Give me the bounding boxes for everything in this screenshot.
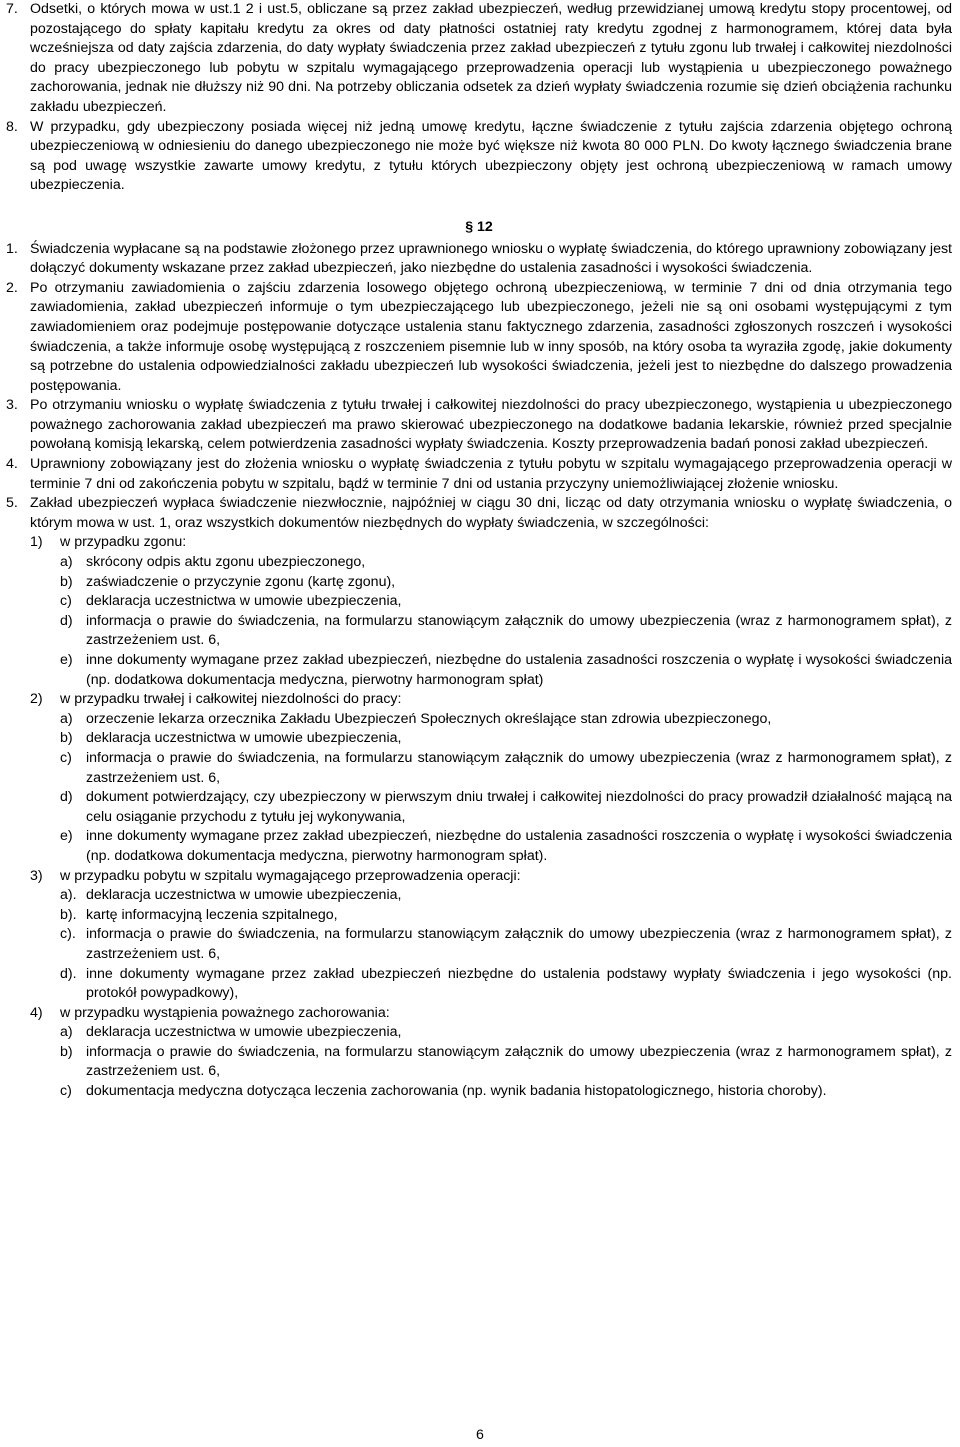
list-item-text: deklaracja uczestnictwa w umowie ubezpieczenia, (86, 887, 402, 904)
list-item-text: inne dokumenty wymagane przez zakład ubezpieczeń, niezbędne do ustalenia zasadności roszczenia o wypłatę i wysokości świadczenia (np. dodatkowa dokumentacja medyczna, pierwotny harmonogram spłat) (86, 652, 952, 688)
list-item (60, 592, 952, 612)
list-letter: a). (60, 887, 77, 904)
list-number: 4) (30, 1004, 43, 1021)
paragraph-text: Odsetki, o których mowa w ust.1 2 i ust.5, obliczane są przez zakład ubezpieczeń, według przewidzianej umową kredytu stopy procentowej, od pozostającego do spłaty kapitału kredytu za okres od daty płatności ostatniej raty kredytu zgodnej z harmonogramem, której data była wcześniejsza od daty zajścia zdarzenia, do daty wypłaty świadczenia przez zakład ubezpieczeń z tytułu zgonu lub trwałej i całkowitej niezdolności do pracy ubezpieczonego lub pobytu w szpitalu wymagającego przeprowadzenia operacji lub wystąpienia u ubezpieczonego poważnego zachorowania, jednak nie dłuższy niż 90 dni. Na potrzeby obliczania odsetek za dzień wypłaty świadczenia rozumie się dzień obciążenia rachunku zakładu ubezpieczeń. (30, 1, 952, 115)
paragraph-number: 5. (6, 495, 18, 512)
list-item (60, 553, 952, 573)
list-item-text: deklaracja uczestnictwa w umowie ubezpieczenia, (86, 593, 402, 610)
list-item (60, 906, 952, 926)
list-letter: d) (60, 789, 73, 806)
list-item (60, 1023, 952, 1043)
list-item (60, 729, 952, 749)
list-letter: c) (60, 1083, 72, 1100)
list-letter: b) (60, 1043, 73, 1060)
paragraph-number: 1. (6, 240, 18, 257)
paragraph-number: 7. (6, 1, 18, 17)
list-item (60, 710, 952, 730)
section-12-paragraph-5 (6, 494, 952, 533)
list-item (60, 612, 952, 651)
list-item-text: dokumentacja medyczna dotycząca leczenia zachorowania (np. wynik badania histopatologicznego, historia choroby). (86, 1083, 827, 1100)
list-group-title: w przypadku zgonu: (60, 534, 187, 551)
paragraph-text: W przypadku, gdy ubezpieczony posiada więcej niż jedną umowę kredytu, łączne świadczenie z tytułu zajścia zdarzenia objętego ochroną ubezpieczeniową w odniesieniu do danego ubezpieczonego nie może być większe niż kwota 80 000 PLN. Do kwoty łącznego świadczenia brane są pod uwagę wszystkie zawarte umowy kredytu, z tytułu których ubezpieczony objęty jest ochroną ubezpieczeniową w ramach umowy ubezpieczenia. (30, 118, 952, 194)
list-number: 3) (30, 867, 43, 884)
list-letter: d) (60, 612, 73, 629)
list-item (60, 886, 952, 906)
list-item-text: deklaracja uczestnictwa w umowie ubezpieczenia, (86, 730, 402, 747)
list-item-text: informacja o prawie do świadczenia, na formularzu stanowiącym załącznik do umowy ubezpieczenia (wraz z harmonogramem spłat), z zastrzeżeniem ust. 6, (86, 1043, 952, 1080)
paragraph-text: Świadczenia wypłacane są na podstawie złożonego przez uprawnionego wniosku o wypłatę świadczenia, do którego uprawniony zobowiązany jest dołączyć dokumenty wskazane przez zakład ubezpieczeń, jako niezbędne do ustalenia zasadności i wysokości świadczenia. (30, 240, 952, 277)
paragraph-8 (6, 118, 952, 196)
list-group-1 (30, 533, 952, 553)
list-item-text: informacja o prawie do świadczenia, na formularzu stanowiącym załącznik do umowy ubezpieczenia (wraz z harmonogramem spłat), z zastrzeżeniem ust. 6, (86, 749, 952, 786)
list-letter: c) (60, 749, 72, 766)
list-item-text: inne dokumenty wymagane przez zakład ubezpieczeń, niezbędne do ustalenia zasadności roszczenia o wypłatę i wysokości świadczenia (np. dodatkowa dokumentacja medyczna, pierwotny harmonogram spłat). (86, 828, 952, 864)
list-letter: a) (60, 710, 73, 727)
section-12-paragraph-1 (6, 240, 952, 279)
list-letter: c) (60, 593, 72, 610)
list-letter: b) (60, 730, 73, 747)
paragraph-text: Po otrzymaniu wniosku o wypłatę świadczenia z tytułu trwałej i całkowitej niezdolności do pracy ubezpieczonego, wystąpienia u ubezpieczonego poważnego zachorowania zakład ubezpieczeń ma prawo skierować ubezpieczonego na dodatkowe badania lekarskie, również przed specjalnie powołaną komisją lekarską, celem potwierdzenia zasadności wypłaty świadczenia. Koszty przeprowadzenia badań ponosi zakład ubezpieczeń. (30, 397, 952, 453)
list-item (60, 1043, 952, 1082)
paragraph-text: Zakład ubezpieczeń wypłaca świadczenie niezwłocznie, najpóźniej w ciągu 30 dni, licząc od daty otrzymania wniosku o wypłatę świadczenia, o którym mowa w ust. 1, oraz wszystkich dokumentów niezbędnych do wypłaty świadczenia, w szczególności: (30, 495, 952, 531)
list-letter: a) (60, 554, 73, 571)
list-item-text: dokument potwierdzający, czy ubezpieczony w pierwszym dniu trwałej i całkowitej niezdolności do pracy prowadził działalność mającą na celu osiąganie przychodu z tytułu jej wykonywania, (86, 789, 952, 825)
list-letter: e) (60, 652, 73, 668)
list-item (60, 1082, 952, 1102)
paragraph-text: Po otrzymaniu zawiadomienia o zajściu zdarzenia losowego objętego ochroną ubezpieczeniową, w terminie 7 dni od dnia otrzymania tego zawiadomienia, zakład ubezpieczeń informuje o tym ubezpieczającego lub ubezpieczonego, jeżeli nie są oni osobami występującymi z tym zawiadomieniem oraz podejmuje postępowanie dotyczące ustalenia stanu faktycznego zdarzenia, zasadności zgłoszonych roszczeń i wysokości świadczenia, a także informuje osobę występującą z roszczeniem pisemnie lub w inny sposób, na który osoba ta wyraziła zgodę, jakie dokumenty są potrzebne do ustalenia odpowiedzialności zakładu ubezpieczeń lub wysokości świadczenia, jeżeli jest to niezbędne do dalszego prowadzenia postępowania. (30, 279, 952, 394)
list-letter: d). (60, 965, 77, 982)
paragraph-number: 8. (6, 118, 18, 135)
list-group-4 (30, 1004, 952, 1024)
list-group-title: w przypadku trwałej i całkowitej niezdolności do pracy: (60, 691, 402, 708)
list-letter: a) (60, 1024, 73, 1041)
list-item (60, 965, 952, 1004)
paragraph-text: Uprawniony zobowiązany jest do złożenia wniosku o wypłatę świadczenia z tytułu pobytu w szpitalu wymagającego przeprowadzenia operacji w terminie 7 dni od zakończenia pobytu w szpitalu, bądź w terminie 7 dni od ustania przyczyny uniemożliwiającej złożenie wniosku. (30, 456, 952, 492)
paragraph-number: 3. (6, 397, 18, 414)
section-12-paragraph-4 (6, 455, 952, 494)
list-group-2 (30, 690, 952, 710)
list-item (60, 651, 952, 690)
list-group-title: w przypadku wystąpienia poważnego zachorowania: (60, 1004, 390, 1021)
list-group-title: w przypadku pobytu w szpitalu wymagającego przeprowadzenia operacji: (60, 867, 521, 884)
list-number: 1) (30, 534, 43, 551)
paragraph-7 (6, 0, 952, 118)
list-item-text: zaświadczenie o przyczynie zgonu (kartę zgonu), (86, 573, 396, 590)
page-number: 6 (476, 1427, 484, 1443)
list-item (60, 573, 952, 593)
list-item-text: kartę informacyjną leczenia szpitalnego, (86, 906, 338, 923)
list-item-text: orzeczenie lekarza orzecznika Zakładu Ubezpieczeń Społecznych określające stan zdrowia ubezpieczonego, (86, 710, 772, 727)
paragraph-number: 4. (6, 456, 18, 473)
list-item-text: informacja o prawie do świadczenia, na formularzu stanowiącym załącznik do umowy ubezpieczenia (wraz z harmonogramem spłat), z zastrzeżeniem ust. 6, (86, 612, 952, 649)
list-letter: b). (60, 906, 77, 923)
list-item (60, 827, 952, 866)
list-item (60, 925, 952, 964)
list-item (60, 788, 952, 827)
list-item (60, 749, 952, 788)
list-letter: e) (60, 828, 73, 845)
list-item-text: inne dokumenty wymagane przez zakład ubezpieczeń niezbędne do ustalenia podstawy wypłaty świadczenia i jego wysokości (np. protokół powypadkowy), (86, 965, 952, 1002)
list-group-3 (30, 867, 952, 887)
section-12-paragraph-2 (6, 279, 952, 397)
section-heading: § 12 (465, 218, 493, 235)
paragraph-number: 2. (6, 279, 18, 296)
list-item-text: skrócony odpis aktu zgonu ubezpieczonego, (86, 554, 366, 571)
list-item-text: deklaracja uczestnictwa w umowie ubezpieczenia, (86, 1024, 402, 1041)
list-item-text: informacja o prawie do świadczenia, na formularzu stanowiącym załącznik do umowy ubezpieczenia (wraz z harmonogramem spłat), z zastrzeżeniem ust. 6, (86, 926, 952, 962)
list-number: 2) (30, 691, 43, 708)
section-12-paragraph-3 (6, 396, 952, 455)
list-letter: b) (60, 573, 73, 590)
list-letter: c). (60, 926, 76, 943)
